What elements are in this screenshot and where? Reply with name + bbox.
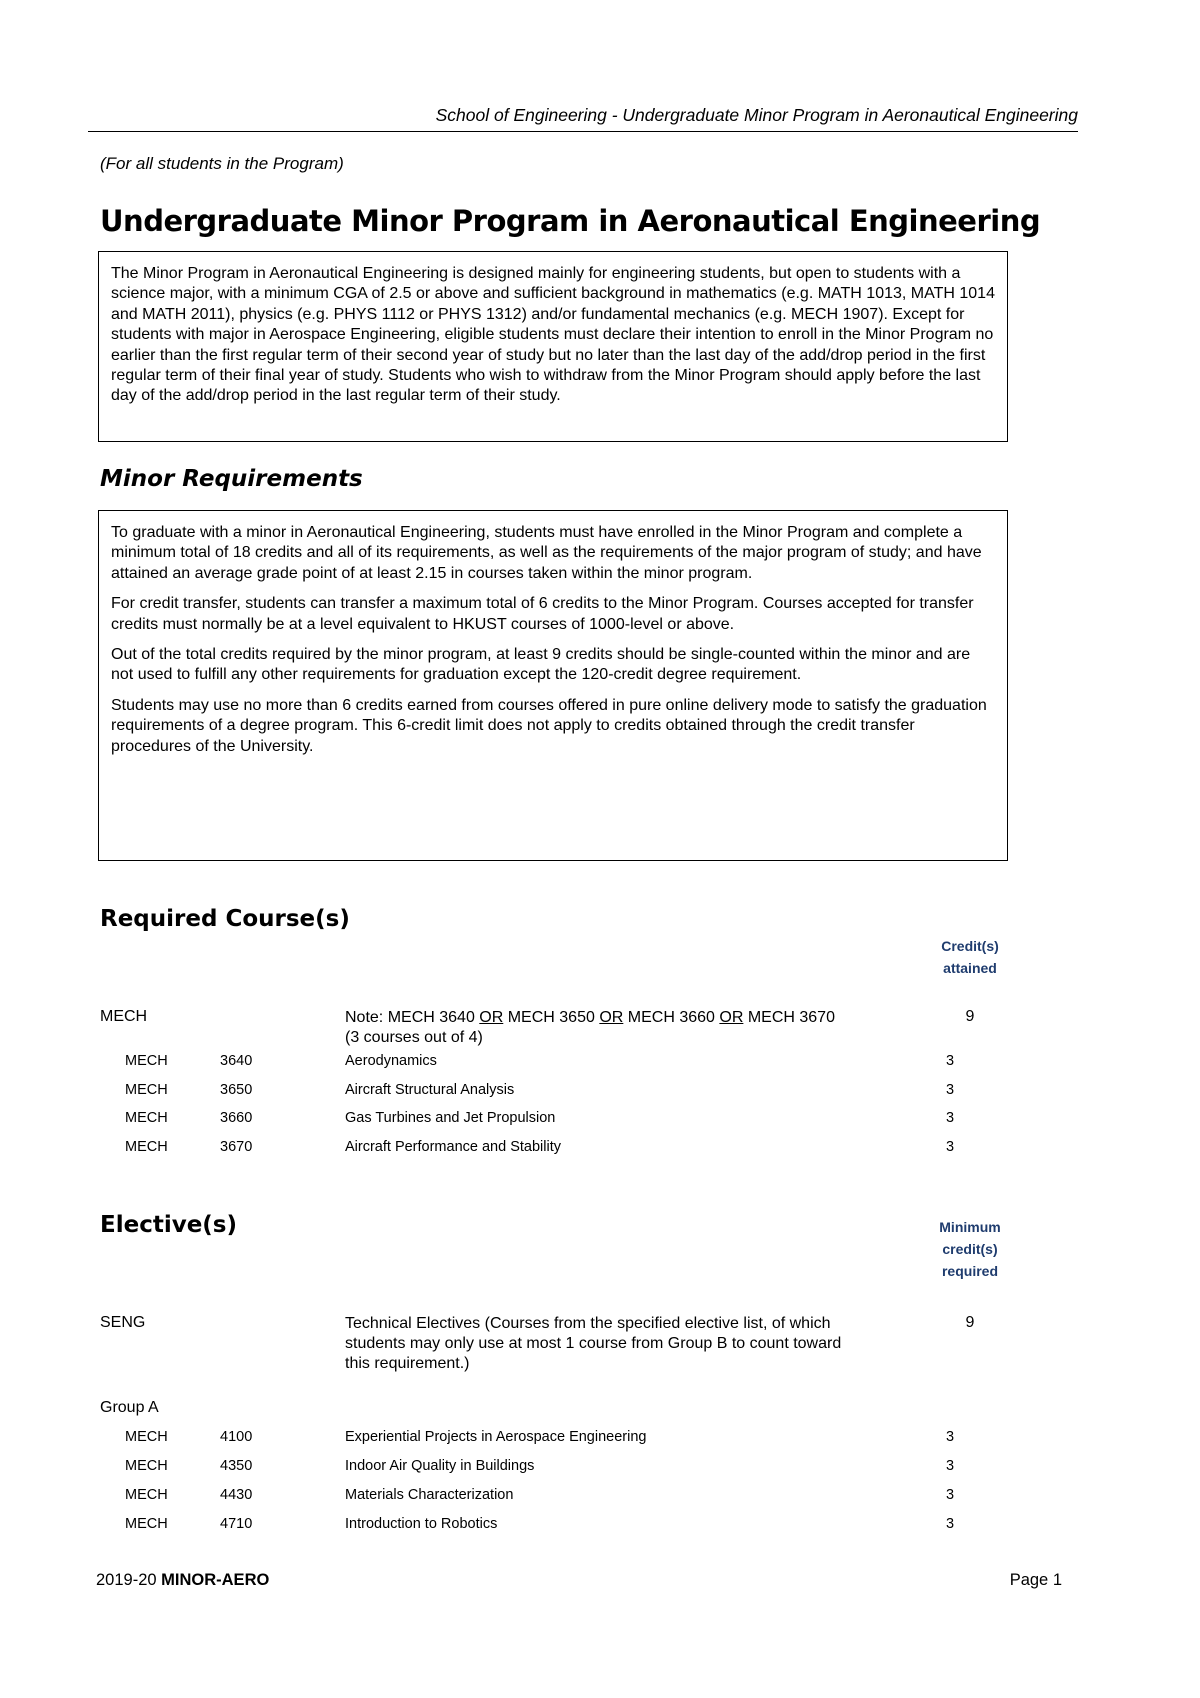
course-subject: MECH	[125, 1053, 168, 1069]
note-or: OR	[599, 1009, 624, 1026]
note-or: OR	[719, 1009, 744, 1026]
col-head-line: required	[941, 1263, 998, 1279]
running-header: School of Engineering - Undergraduate Minor Program in Aeronautical Engineering	[435, 105, 1078, 125]
required-courses-heading: Required Course(s)	[100, 906, 350, 932]
course-subject: MECH	[125, 1458, 168, 1474]
course-code: 3640	[220, 1053, 253, 1069]
course-credits: 3	[945, 1110, 955, 1126]
intro-text: The Minor Program in Aeronautical Engineering is designed mainly for engineering students, but open to students with a science major, with a minimum CGA of 2.5 or above and sufficient background in mathematics (e.g. MATH 1013, MATH 1014 and MATH 2011), physics (e.g. PHYS 1112 or PHYS 1312) and/or fundamental mechanics (e.g. MECH 1907). Except for students with major in Aerospace Engineering, eligible students must declare their intention to enroll in the Minor Program no earlier than the first regular term of their second year of study but no later than the last day of the add/drop period in the first regular term of their final year of study. Students who wish to withdraw from the Minor Program should apply before the last day of the add/drop period in the last regular term of their study.	[111, 265, 995, 405]
summary-credits: 9	[965, 1314, 975, 1331]
footer-code: MINOR-AERO	[161, 1571, 270, 1589]
course-credits: 3	[945, 1429, 955, 1445]
credits-attained-header	[910, 935, 1030, 979]
requirements-paragraph: Students may use no more than 6 credits earned from courses offered in pure online delivery mode to satisfy the graduation requirements of a degree program. This 6-credit limit does not apply to credits obtained through the credit transfer procedures of the University.	[111, 696, 987, 755]
course-credits: 3	[945, 1053, 955, 1069]
note-text: Note: MECH 3640	[345, 1009, 480, 1026]
course-code: 4430	[220, 1487, 253, 1503]
note-or: OR	[479, 1009, 504, 1026]
course-name: Aircraft Structural Analysis	[345, 1082, 515, 1098]
course-name: Indoor Air Quality in Buildings	[345, 1458, 535, 1474]
audience-note: (For all students in the Program)	[100, 154, 344, 173]
course-code: 4100	[220, 1429, 253, 1445]
course-subject: MECH	[125, 1110, 168, 1126]
course-credits: 3	[945, 1082, 955, 1098]
col-head-line: attained	[943, 960, 997, 976]
intro-box	[98, 251, 1008, 442]
col-head-line: credit(s)	[942, 1241, 998, 1257]
course-subject: MECH	[125, 1487, 168, 1503]
course-name: Gas Turbines and Jet Propulsion	[345, 1110, 556, 1126]
course-subject: MECH	[125, 1516, 168, 1532]
summary-note	[345, 1008, 850, 1048]
summary-credits: 9	[965, 1008, 975, 1025]
note-text: MECH 3650	[503, 1009, 600, 1026]
requirements-box	[98, 510, 1008, 861]
course-subject: MECH	[125, 1082, 168, 1098]
minor-requirements-heading: Minor Requirements	[100, 466, 363, 492]
note-text: MECH 3660	[623, 1009, 720, 1026]
group-label: Group A	[100, 1399, 159, 1416]
requirements-paragraph: For credit transfer, students can transfer a maximum total of 6 credits to the Minor Program. Courses accepted for transfer credits must normally be at a level equivalent to HKUST courses of 1000-level or above.	[111, 595, 974, 633]
course-code: 3660	[220, 1110, 253, 1126]
course-subject: MECH	[125, 1139, 168, 1155]
course-name: Introduction to Robotics	[345, 1516, 498, 1532]
course-name: Experiential Projects in Aerospace Engineering	[345, 1429, 647, 1445]
course-credits: 3	[945, 1139, 955, 1155]
course-name: Aircraft Performance and Stability	[345, 1139, 561, 1155]
course-credits: 3	[945, 1516, 955, 1532]
note-text: MECH 3670 (3 courses out of 4)	[345, 1009, 835, 1046]
course-name: Aerodynamics	[345, 1053, 437, 1069]
header-rule	[88, 131, 1078, 132]
summary-subject: SENG	[100, 1314, 146, 1331]
minimum-credits-header	[910, 1216, 1030, 1282]
course-code: 3650	[220, 1082, 253, 1098]
summary-subject: MECH	[100, 1008, 148, 1025]
course-subject: MECH	[125, 1429, 168, 1445]
course-code: 4710	[220, 1516, 253, 1532]
electives-heading: Elective(s)	[100, 1212, 238, 1238]
course-code: 4350	[220, 1458, 253, 1474]
course-credits: 3	[945, 1487, 955, 1503]
summary-note: Technical Electives (Courses from the specified elective list, of which students may only use at most 1 course from Group B to count toward this requirement.)	[345, 1315, 842, 1372]
footer-year: 2019-20	[96, 1571, 157, 1589]
course-credits: 3	[945, 1458, 955, 1474]
footer-page-number: Page 1	[1009, 1571, 1062, 1589]
course-code: 3670	[220, 1139, 253, 1155]
col-head-line: Minimum	[939, 1219, 1001, 1235]
requirements-paragraph: To graduate with a minor in Aeronautical Engineering, students must have enrolled in the Minor Program and complete a minimum total of 18 credits and all of its requirements, as well as the requirements of the major program of study; and have attained an average grade point of at least 2.15 in courses taken within the minor program.	[111, 524, 982, 582]
requirements-paragraph: Out of the total credits required by the minor program, at least 9 credits should be single-counted within the minor and are not used to fulfill any other requirements for graduation except the 120-credit degree requirement.	[111, 646, 971, 684]
course-name: Materials Characterization	[345, 1487, 514, 1503]
page-title: Undergraduate Minor Program in Aeronautical Engineering	[100, 204, 1041, 238]
footer-doc-code	[96, 1571, 269, 1590]
col-head-line: Credit(s)	[941, 938, 999, 954]
